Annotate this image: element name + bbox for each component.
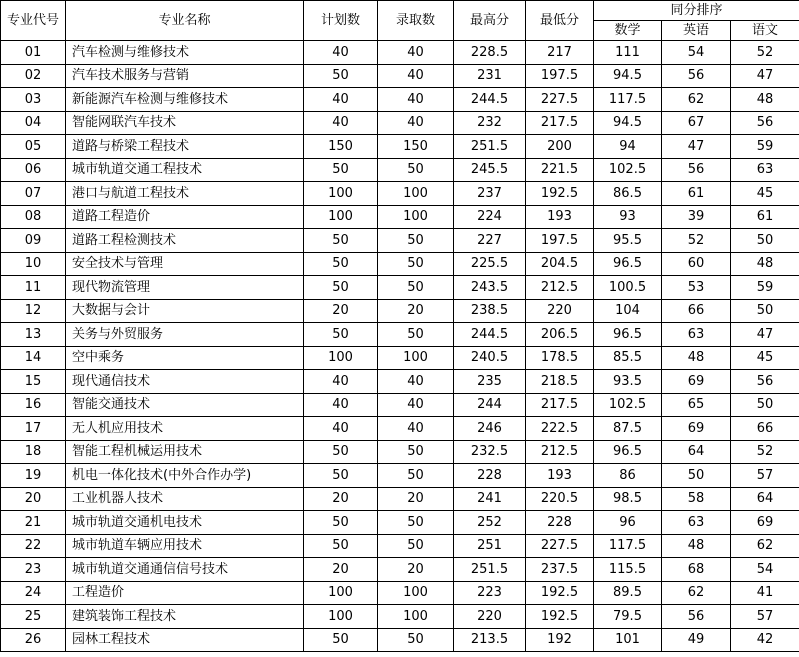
- cell-english: 54: [662, 41, 731, 65]
- table-row: [1, 511, 799, 535]
- cell-admitted: 100: [378, 182, 454, 206]
- header-math: 数学: [594, 21, 662, 41]
- cell-max: 224: [454, 205, 526, 229]
- cell-min: 220.5: [526, 487, 594, 511]
- cell-code: 18: [1, 440, 66, 464]
- cell-math: 101: [594, 628, 662, 652]
- cell-max: 244.5: [454, 88, 526, 112]
- cell-chinese: 57: [731, 464, 799, 488]
- cell-admitted: 50: [378, 276, 454, 300]
- cell-admitted: 100: [378, 205, 454, 229]
- cell-max: 243.5: [454, 276, 526, 300]
- cell-chinese: 61: [731, 205, 799, 229]
- cell-name: 城市轨道车辆应用技术: [66, 534, 304, 558]
- cell-math: 89.5: [594, 581, 662, 605]
- cell-admitted: 50: [378, 464, 454, 488]
- cell-max: 228: [454, 464, 526, 488]
- cell-name: 现代通信技术: [66, 370, 304, 394]
- cell-plan: 50: [304, 276, 378, 300]
- cell-name: 智能交通技术: [66, 393, 304, 417]
- table-row: [1, 135, 799, 159]
- cell-min: 218.5: [526, 370, 594, 394]
- header-name: 专业名称: [66, 1, 304, 41]
- cell-math: 94.5: [594, 64, 662, 88]
- table-row: [1, 111, 799, 135]
- header-min: 最低分: [526, 1, 594, 41]
- cell-admitted: 50: [378, 440, 454, 464]
- cell-code: 07: [1, 182, 66, 206]
- cell-name: 建筑装饰工程技术: [66, 605, 304, 629]
- cell-max: 245.5: [454, 158, 526, 182]
- cell-english: 63: [662, 323, 731, 347]
- cell-english: 56: [662, 64, 731, 88]
- cell-chinese: 48: [731, 252, 799, 276]
- cell-chinese: 50: [731, 393, 799, 417]
- cell-plan: 20: [304, 558, 378, 582]
- cell-english: 62: [662, 88, 731, 112]
- cell-code: 13: [1, 323, 66, 347]
- cell-english: 64: [662, 440, 731, 464]
- table-row: [1, 487, 799, 511]
- cell-code: 01: [1, 41, 66, 65]
- cell-math: 94.5: [594, 111, 662, 135]
- cell-plan: 100: [304, 182, 378, 206]
- table-row: [1, 534, 799, 558]
- cell-plan: 100: [304, 346, 378, 370]
- cell-math: 117.5: [594, 88, 662, 112]
- cell-plan: 50: [304, 229, 378, 253]
- table-row: [1, 158, 799, 182]
- cell-admitted: 40: [378, 393, 454, 417]
- cell-min: 217.5: [526, 393, 594, 417]
- cell-admitted: 20: [378, 558, 454, 582]
- cell-max: 238.5: [454, 299, 526, 323]
- cell-chinese: 50: [731, 229, 799, 253]
- cell-plan: 20: [304, 487, 378, 511]
- cell-name: 新能源汽车检测与维修技术: [66, 88, 304, 112]
- cell-plan: 20: [304, 299, 378, 323]
- cell-plan: 40: [304, 111, 378, 135]
- table-row: [1, 605, 799, 629]
- table-row: [1, 276, 799, 300]
- cell-admitted: 50: [378, 252, 454, 276]
- cell-name: 道路工程检测技术: [66, 229, 304, 253]
- cell-english: 47: [662, 135, 731, 159]
- cell-admitted: 40: [378, 417, 454, 441]
- cell-max: 225.5: [454, 252, 526, 276]
- cell-max: 246: [454, 417, 526, 441]
- cell-admitted: 50: [378, 628, 454, 652]
- cell-admitted: 50: [378, 158, 454, 182]
- cell-max: 240.5: [454, 346, 526, 370]
- cell-english: 69: [662, 417, 731, 441]
- cell-code: 08: [1, 205, 66, 229]
- cell-plan: 50: [304, 534, 378, 558]
- cell-name: 汽车技术服务与营销: [66, 64, 304, 88]
- cell-min: 200: [526, 135, 594, 159]
- cell-admitted: 100: [378, 346, 454, 370]
- cell-math: 87.5: [594, 417, 662, 441]
- cell-plan: 50: [304, 511, 378, 535]
- cell-max: 252: [454, 511, 526, 535]
- cell-chinese: 52: [731, 440, 799, 464]
- cell-english: 49: [662, 628, 731, 652]
- cell-math: 104: [594, 299, 662, 323]
- cell-min: 192.5: [526, 182, 594, 206]
- cell-max: 241: [454, 487, 526, 511]
- header-max: 最高分: [454, 1, 526, 41]
- cell-plan: 40: [304, 393, 378, 417]
- cell-min: 204.5: [526, 252, 594, 276]
- cell-min: 221.5: [526, 158, 594, 182]
- cell-plan: 40: [304, 41, 378, 65]
- cell-chinese: 59: [731, 276, 799, 300]
- cell-english: 48: [662, 346, 731, 370]
- cell-min: 237.5: [526, 558, 594, 582]
- cell-max: 213.5: [454, 628, 526, 652]
- cell-admitted: 100: [378, 605, 454, 629]
- cell-name: 工业机器人技术: [66, 487, 304, 511]
- table-row: [1, 88, 799, 112]
- cell-name: 道路工程造价: [66, 205, 304, 229]
- cell-math: 102.5: [594, 158, 662, 182]
- table-row: [1, 252, 799, 276]
- cell-chinese: 69: [731, 511, 799, 535]
- cell-chinese: 41: [731, 581, 799, 605]
- cell-plan: 150: [304, 135, 378, 159]
- cell-name: 大数据与会计: [66, 299, 304, 323]
- cell-max: 251.5: [454, 558, 526, 582]
- cell-code: 15: [1, 370, 66, 394]
- cell-admitted: 40: [378, 41, 454, 65]
- header-chinese: 语文: [731, 21, 799, 41]
- table-row: [1, 41, 799, 65]
- cell-code: 10: [1, 252, 66, 276]
- cell-name: 空中乘务: [66, 346, 304, 370]
- cell-math: 93.5: [594, 370, 662, 394]
- cell-math: 96.5: [594, 440, 662, 464]
- cell-math: 117.5: [594, 534, 662, 558]
- cell-chinese: 42: [731, 628, 799, 652]
- cell-min: 217.5: [526, 111, 594, 135]
- cell-math: 98.5: [594, 487, 662, 511]
- cell-chinese: 62: [731, 534, 799, 558]
- cell-admitted: 50: [378, 323, 454, 347]
- cell-name: 城市轨道交通机电技术: [66, 511, 304, 535]
- cell-english: 56: [662, 158, 731, 182]
- cell-plan: 40: [304, 370, 378, 394]
- cell-math: 96.5: [594, 252, 662, 276]
- cell-english: 62: [662, 581, 731, 605]
- cell-code: 17: [1, 417, 66, 441]
- cell-admitted: 100: [378, 581, 454, 605]
- cell-chinese: 59: [731, 135, 799, 159]
- cell-code: 23: [1, 558, 66, 582]
- cell-admitted: 50: [378, 511, 454, 535]
- cell-name: 城市轨道交通工程技术: [66, 158, 304, 182]
- cell-max: 251: [454, 534, 526, 558]
- cell-math: 100.5: [594, 276, 662, 300]
- cell-english: 48: [662, 534, 731, 558]
- header-plan: 计划数: [304, 1, 378, 41]
- table-body: [1, 41, 799, 652]
- cell-max: 244: [454, 393, 526, 417]
- cell-min: 220: [526, 299, 594, 323]
- cell-chinese: 54: [731, 558, 799, 582]
- cell-english: 61: [662, 182, 731, 206]
- cell-max: 220: [454, 605, 526, 629]
- cell-chinese: 47: [731, 64, 799, 88]
- cell-name: 园林工程技术: [66, 628, 304, 652]
- cell-name: 工程造价: [66, 581, 304, 605]
- cell-min: 192.5: [526, 605, 594, 629]
- cell-english: 68: [662, 558, 731, 582]
- cell-min: 192.5: [526, 581, 594, 605]
- table-row: [1, 229, 799, 253]
- cell-max: 228.5: [454, 41, 526, 65]
- header-admitted: 录取数: [378, 1, 454, 41]
- cell-chinese: 64: [731, 487, 799, 511]
- cell-math: 94: [594, 135, 662, 159]
- cell-min: 212.5: [526, 440, 594, 464]
- cell-english: 53: [662, 276, 731, 300]
- cell-min: 192: [526, 628, 594, 652]
- cell-code: 04: [1, 111, 66, 135]
- table-row: [1, 558, 799, 582]
- cell-code: 19: [1, 464, 66, 488]
- cell-english: 50: [662, 464, 731, 488]
- cell-plan: 100: [304, 581, 378, 605]
- cell-code: 06: [1, 158, 66, 182]
- cell-name: 港口与航道工程技术: [66, 182, 304, 206]
- cell-admitted: 50: [378, 229, 454, 253]
- cell-max: 223: [454, 581, 526, 605]
- table-row: [1, 323, 799, 347]
- cell-chinese: 56: [731, 111, 799, 135]
- header-english: 英语: [662, 21, 731, 41]
- cell-max: 232.5: [454, 440, 526, 464]
- cell-name: 智能工程机械运用技术: [66, 440, 304, 464]
- cell-english: 63: [662, 511, 731, 535]
- cell-name: 关务与外贸服务: [66, 323, 304, 347]
- cell-max: 227: [454, 229, 526, 253]
- cell-max: 237: [454, 182, 526, 206]
- cell-admitted: 20: [378, 487, 454, 511]
- cell-code: 05: [1, 135, 66, 159]
- table-row: [1, 205, 799, 229]
- cell-code: 02: [1, 64, 66, 88]
- table-row: [1, 182, 799, 206]
- cell-math: 86.5: [594, 182, 662, 206]
- cell-plan: 100: [304, 205, 378, 229]
- cell-code: 16: [1, 393, 66, 417]
- header-code: 专业代号: [1, 1, 66, 41]
- cell-min: 206.5: [526, 323, 594, 347]
- cell-min: 217: [526, 41, 594, 65]
- cell-chinese: 48: [731, 88, 799, 112]
- cell-math: 93: [594, 205, 662, 229]
- table-row: [1, 440, 799, 464]
- cell-max: 232: [454, 111, 526, 135]
- cell-english: 67: [662, 111, 731, 135]
- table-row: [1, 628, 799, 652]
- cell-max: 244.5: [454, 323, 526, 347]
- table-row: [1, 581, 799, 605]
- cell-chinese: 45: [731, 346, 799, 370]
- cell-code: 21: [1, 511, 66, 535]
- table-row: [1, 464, 799, 488]
- cell-chinese: 50: [731, 299, 799, 323]
- cell-name: 城市轨道交通通信信号技术: [66, 558, 304, 582]
- cell-math: 111: [594, 41, 662, 65]
- cell-english: 66: [662, 299, 731, 323]
- cell-chinese: 57: [731, 605, 799, 629]
- cell-admitted: 20: [378, 299, 454, 323]
- cell-admitted: 40: [378, 370, 454, 394]
- cell-code: 22: [1, 534, 66, 558]
- cell-plan: 50: [304, 464, 378, 488]
- cell-plan: 100: [304, 605, 378, 629]
- cell-math: 85.5: [594, 346, 662, 370]
- table-row: [1, 346, 799, 370]
- cell-name: 安全技术与管理: [66, 252, 304, 276]
- cell-code: 24: [1, 581, 66, 605]
- cell-min: 178.5: [526, 346, 594, 370]
- cell-admitted: 40: [378, 88, 454, 112]
- cell-admitted: 40: [378, 111, 454, 135]
- cell-english: 52: [662, 229, 731, 253]
- cell-min: 227.5: [526, 88, 594, 112]
- cell-name: 无人机应用技术: [66, 417, 304, 441]
- cell-min: 212.5: [526, 276, 594, 300]
- cell-english: 58: [662, 487, 731, 511]
- cell-name: 道路与桥梁工程技术: [66, 135, 304, 159]
- cell-chinese: 66: [731, 417, 799, 441]
- cell-min: 197.5: [526, 229, 594, 253]
- cell-english: 56: [662, 605, 731, 629]
- table-row: [1, 299, 799, 323]
- cell-english: 69: [662, 370, 731, 394]
- table-row: [1, 417, 799, 441]
- cell-code: 26: [1, 628, 66, 652]
- cell-plan: 40: [304, 417, 378, 441]
- cell-math: 86: [594, 464, 662, 488]
- cell-chinese: 52: [731, 41, 799, 65]
- cell-code: 12: [1, 299, 66, 323]
- cell-math: 115.5: [594, 558, 662, 582]
- cell-max: 235: [454, 370, 526, 394]
- cell-min: 227.5: [526, 534, 594, 558]
- cell-chinese: 45: [731, 182, 799, 206]
- table-row: [1, 370, 799, 394]
- cell-code: 25: [1, 605, 66, 629]
- cell-name: 智能网联汽车技术: [66, 111, 304, 135]
- cell-chinese: 47: [731, 323, 799, 347]
- cell-english: 65: [662, 393, 731, 417]
- cell-plan: 50: [304, 323, 378, 347]
- cell-math: 95.5: [594, 229, 662, 253]
- cell-code: 11: [1, 276, 66, 300]
- table-row: [1, 393, 799, 417]
- cell-name: 现代物流管理: [66, 276, 304, 300]
- cell-chinese: 56: [731, 370, 799, 394]
- cell-plan: 50: [304, 252, 378, 276]
- cell-math: 96: [594, 511, 662, 535]
- cell-name: 汽车检测与维修技术: [66, 41, 304, 65]
- cell-min: 197.5: [526, 64, 594, 88]
- cell-english: 60: [662, 252, 731, 276]
- cell-admitted: 50: [378, 534, 454, 558]
- cell-min: 228: [526, 511, 594, 535]
- cell-plan: 50: [304, 64, 378, 88]
- cell-math: 79.5: [594, 605, 662, 629]
- cell-math: 102.5: [594, 393, 662, 417]
- cell-min: 193: [526, 205, 594, 229]
- cell-max: 251.5: [454, 135, 526, 159]
- table-row: [1, 64, 799, 88]
- cell-chinese: 63: [731, 158, 799, 182]
- cell-code: 09: [1, 229, 66, 253]
- cell-plan: 40: [304, 88, 378, 112]
- cell-code: 20: [1, 487, 66, 511]
- cell-plan: 50: [304, 158, 378, 182]
- cell-name: 机电一体化技术(中外合作办学): [66, 464, 304, 488]
- cell-english: 39: [662, 205, 731, 229]
- cell-plan: 50: [304, 440, 378, 464]
- cell-max: 231: [454, 64, 526, 88]
- cell-code: 03: [1, 88, 66, 112]
- cell-admitted: 150: [378, 135, 454, 159]
- cell-min: 193: [526, 464, 594, 488]
- cell-min: 222.5: [526, 417, 594, 441]
- cell-code: 14: [1, 346, 66, 370]
- cell-plan: 50: [304, 628, 378, 652]
- header-tie-order: 同分排序: [594, 1, 799, 21]
- cell-admitted: 40: [378, 64, 454, 88]
- cell-math: 96.5: [594, 323, 662, 347]
